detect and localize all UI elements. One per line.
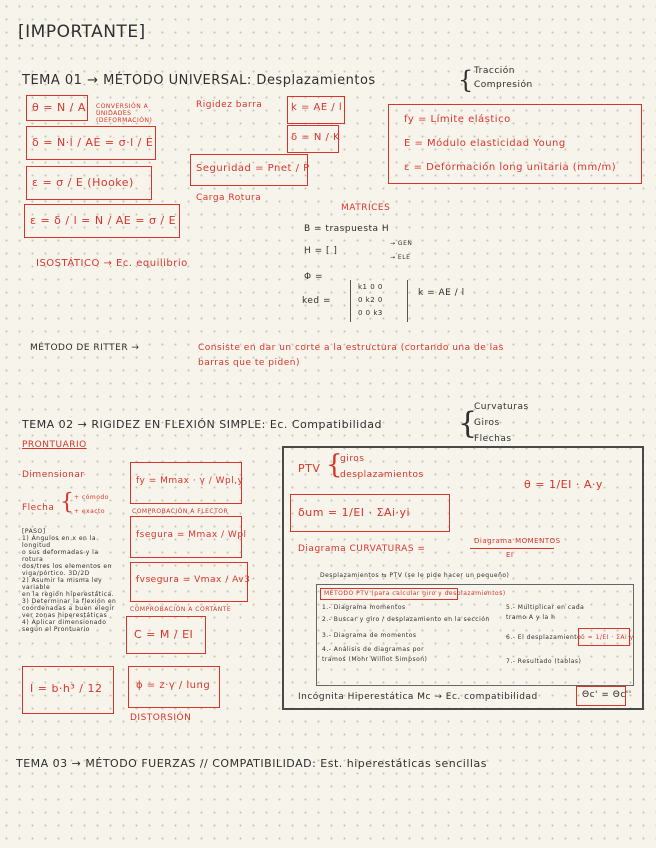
formula-fsegura-v: fvsegura = Vmax / Av3 [136,575,251,585]
matrix-ked: ked = [302,296,332,306]
formula-dum: δum = 1/EI · ΣAi·yi [298,506,411,519]
tema2-brace-flechas: Flechas [474,434,512,444]
ptv-method-title: MÉTODO PTV (para calcular giro y desplazamientos) [324,590,506,597]
ptv-brace: { [326,450,343,480]
flecha-exacto: + exacto [74,508,106,515]
ptv-step-4b: tramos (Mohr Williot Simpson) [322,656,428,663]
ptv-desplazamientos: desplazamientos [340,470,424,480]
formula-distorsion: ϕ = z·γ / lung [136,680,211,691]
matrix-phi: Φ = [304,272,323,282]
formula-k: k = AE / l [291,102,343,113]
importante-heading: [IMPORTANTE] [18,22,146,42]
tema1-brace: { [458,66,474,94]
note-line: dos/tres los elementos en [22,563,112,570]
isostatico-label: ISOSTÁTICO → Ec. equilibrio [36,258,188,269]
matrix-ked-row-1: k1 0 0 [358,283,383,291]
matrix-k-value: k = AE / l [418,288,465,298]
note-line: 4) Aplicar dimensionado [22,619,107,626]
desplazamientos-line: Desplazamientos ⇆ PTV (se le pide hacer un pequeño) [320,572,510,579]
ptv-inner-formula: δ = 1/EI · ΣAi·y [581,634,634,641]
formula-seguridad: Seguridad = Pnet / P [196,163,310,174]
formula-curvatura: C = M / EI [134,628,194,641]
tema3-title: TEMA 03 → MÉTODO FUERZAS // COMPATIBILIDAD: Est. hiperestáticas sencillas [16,757,487,770]
incognita-formula: Θc' = Θc'' [582,690,632,700]
matrix-b: B = traspuesta H [304,224,390,234]
def-fy: fy = Límite elástico [404,114,511,125]
note-flector: COMPROBACIÓN A FLECTOR [132,508,229,515]
rigidez-label: Rigidez barra [196,100,263,110]
ptv-step-3: 3.- Diagrama de momentos [322,632,417,639]
tema2-brace: { [458,406,478,441]
ptv-step-6: 6.- El desplazamiento [506,634,582,641]
note-line: 2) Asumir la misma ley variable [22,577,103,591]
flecha-brace: { [60,490,74,515]
matrix-h-ele: → ELE [390,254,411,261]
note-line: 1) Ángulos en x en la longitud [22,535,97,549]
incognita-label: Incógnita Hiperestática Mc → Ec. compatibilidad [298,692,538,702]
ptv-step-1: 1.- Diagrama momentos [322,604,406,611]
note-line: 3) Determinar la flexión en [22,598,117,605]
formula-theta: θ = N / A [32,101,86,114]
prontuario-label: PRONTUARIO [22,440,87,450]
tema1-brace-traccion: Tracción [474,66,515,76]
ritter-text-2: barras que te piden) [198,358,300,368]
formula-delta-k: δ = N / K [291,132,341,143]
ptv-step-2: 2.- Buscar y giro / desplazamiento en la sección [322,616,490,623]
carga-rotura: Carga Rotura [196,193,262,203]
note-line: [PASO] [22,528,46,535]
ptv-step-7: 7.- Resultado (tablas) [506,658,582,665]
curvaturas-frac-top: Diagrama MOMENTOS [474,537,561,545]
def-eps: ε = Deformación long unitaria (mm/m) [404,162,617,173]
ptv-label: PTV [298,462,321,475]
formula-inertia: I = b·h³ / 12 [30,682,103,695]
formula-hooke: ε = σ / E (Hooke) [32,176,134,189]
note-line: ver zonas hiperestáticas [22,612,108,619]
tema1-brace-compresion: Compresión [474,80,533,90]
steps-notes [22,528,118,633]
note-line: según el Prontuario [22,626,90,633]
matrix-h: H = [ ] [304,246,338,256]
matrices-title: MATRICES [341,203,391,213]
ptv-step-5b: tramo A y la h [506,614,556,621]
distorsion-label: DISTORSIÓN [130,713,192,723]
ritter-label: MÉTODO DE RITTER → [30,343,140,353]
matrix-ked-row-2: 0 k2 0 [358,296,383,304]
formula-delta: δ = N·l / AE = σ·l / E [32,136,154,149]
flecha-comodo: + cómodo [74,494,109,501]
note-line: coordenadas a buen elegir [22,605,115,612]
note-cortante: COMPROBACIÓN A CORTANTE [130,606,232,613]
note-line: viga/pórtico. 3D/2D [22,570,90,577]
def-e: E = Módulo elasticidad Young [404,138,566,149]
formula-eps: ε = δ / l = N / AE = σ / E [30,214,177,227]
curvaturas-frac-bot: EI [506,551,514,559]
formula-fy: fy = Mmax · γ / Wpl,y [136,476,244,486]
ptv-giros: giros [340,454,365,464]
note-line: o sus deformadas y la rotura [22,549,99,563]
ptv-step-5: 5.- Multiplicar en cada [506,604,585,611]
curvaturas-label: Diagrama CURVATURAS = [298,544,426,554]
tema2-brace-curvaturas: Curvaturas [474,402,529,412]
matrix-h-gen: → GEN [390,240,413,247]
tema1-title: TEMA 01 → MÉTODO UNIVERSAL: Desplazamientos [22,73,376,88]
curvaturas-frac-line [470,548,554,549]
formula-theta-note: CONVERSIÓN A UNIDADES (DEFORMACIÓN) [96,103,153,124]
matrix-ked-row-3: 0 0 k3 [358,309,383,317]
ptv-step-4: 4.- Análisis de diagramas por [322,646,425,653]
tema2-title: TEMA 02 → RIGIDEZ EN FLEXIÓN SIMPLE: Ec. Compatibilidad [22,418,382,431]
note-line: en la región hiperestática. [22,591,115,598]
formula-fsegura-m: fsegura = Mmax / Wpl [136,530,247,540]
ptv-theta-formula: θ = 1/EI · A·y [524,478,603,491]
dimensionar-label: Dimensionar [22,470,85,480]
tema2-brace-giros: Giros [474,418,500,428]
ritter-text-1: Consiste en dar un corte a la estructura (cortando una de las [198,343,504,353]
flecha-label: Flecha [22,503,55,513]
